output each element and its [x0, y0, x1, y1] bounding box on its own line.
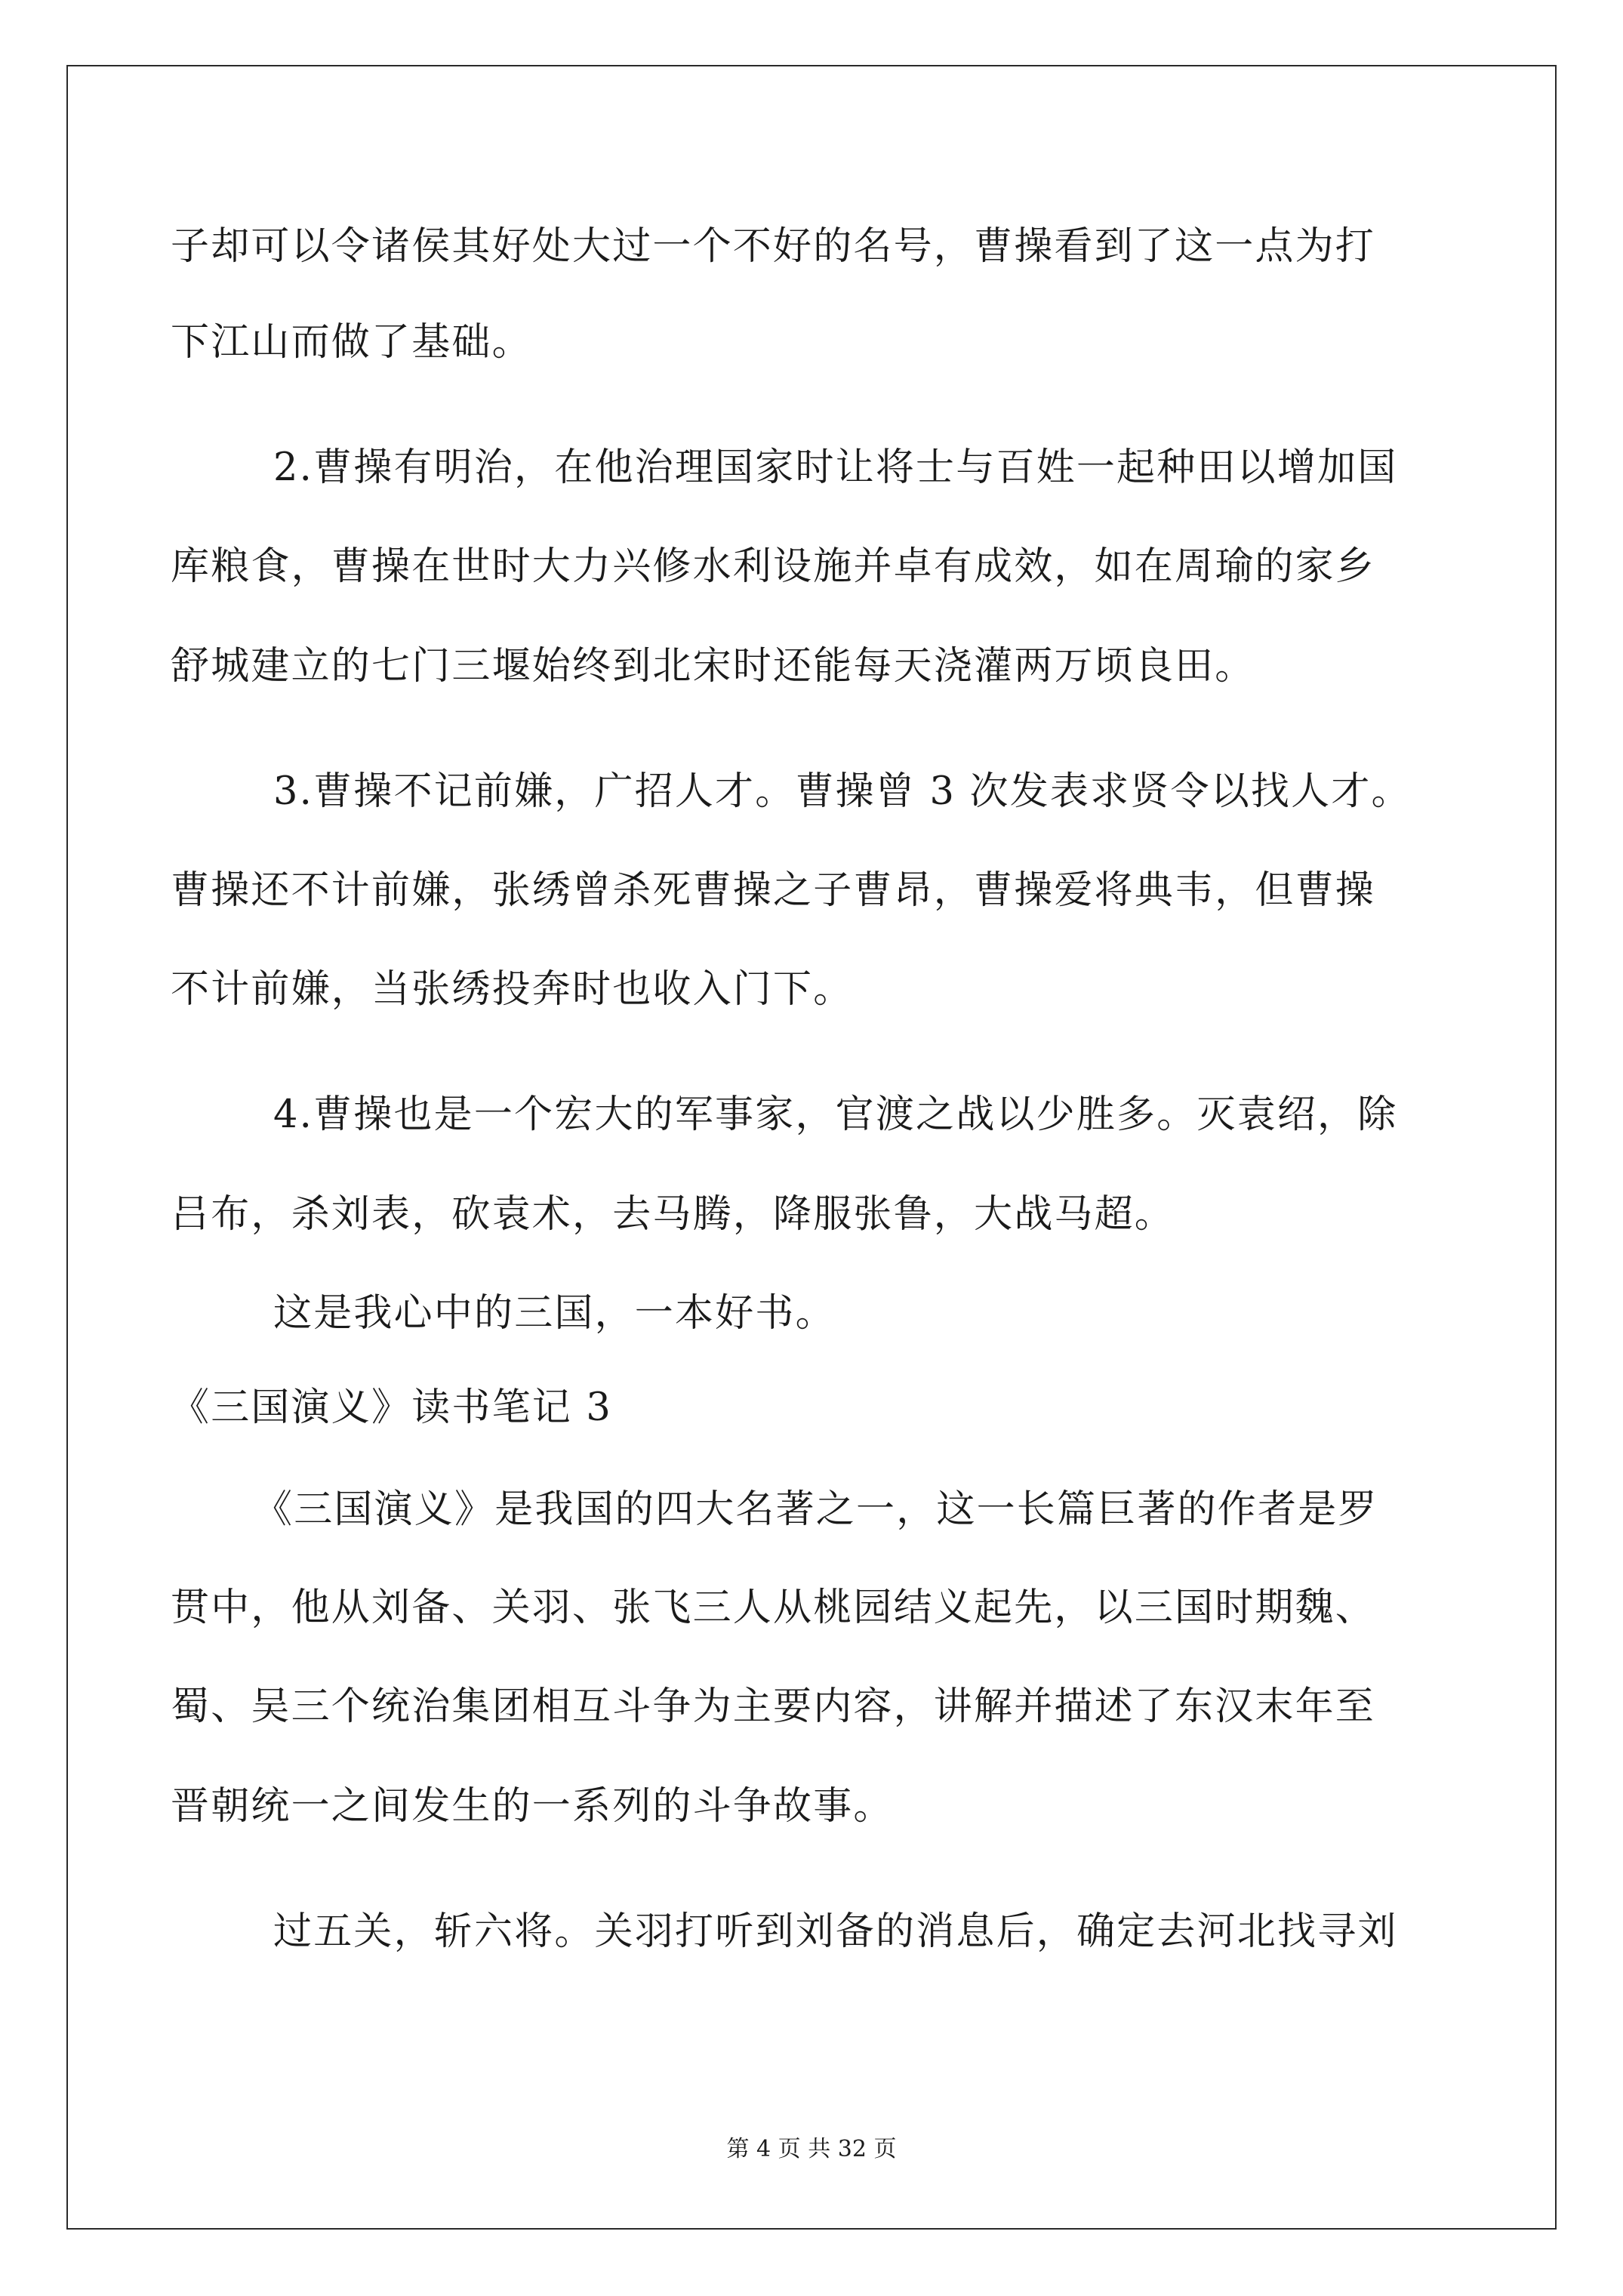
page-border	[66, 65, 1557, 2230]
paragraph-2-line-2: 库粮食，曹操在世时大力兴修水利设施并卓有成效，如在周瑜的家乡	[171, 544, 1376, 589]
paragraph-2-line-3: 舒城建立的七门三堰始终到北宋时还能每天浇灌两万顷良田。	[171, 644, 1255, 689]
paragraph-6-line-2: 贯中，他从刘备、关羽、张飞三人从桃园结义起先，以三国时期魏、	[171, 1586, 1376, 1630]
paragraph-2-line-1: 2.曹操有明治，在他治理国家时让将士与百姓一起种田以增加国	[273, 445, 1398, 490]
paragraph-5-line-1: 这是我心中的三国，一本好书。	[273, 1291, 836, 1336]
paragraph-6-line-1: 《三国演义》是我国的四大名著之一，这一长篇巨著的作者是罗	[254, 1487, 1378, 1532]
paragraph-3-line-1: 3.曹操不记前嫌，广招人才。曹操曾 3 次发表求贤令以找人才。	[273, 769, 1412, 814]
paragraph-1-line-1: 子却可以令诸侯其好处大过一个不好的名号，曹操看到了这一点为打	[171, 224, 1376, 269]
paragraph-6-line-4: 晋朝统一之间发生的一系列的斗争故事。	[171, 1784, 894, 1829]
section-heading: 《三国演义》读书笔记 3	[171, 1385, 613, 1430]
paragraph-3-line-2: 曹操还不计前嫌，张绣曾杀死曹操之子曹昂，曹操爱将典韦，但曹操	[171, 868, 1376, 913]
paragraph-6-line-3: 蜀、吴三个统治集团相互斗争为主要内容，讲解并描述了东汉末年至	[171, 1684, 1376, 1729]
page-footer: 第 4 页 共 32 页	[726, 2136, 897, 2162]
paragraph-3-line-3: 不计前嫌，当张绣投奔时也收入门下。	[171, 967, 854, 1012]
paragraph-4-line-1: 4.曹操也是一个宏大的军事家，官渡之战以少胜多。灭袁绍，除	[273, 1093, 1398, 1137]
paragraph-4-line-2: 吕布，杀刘表，砍袁术，去马腾，降服张鲁，大战马超。	[171, 1192, 1175, 1237]
paragraph-7-line-1: 过五关，斩六将。关羽打听到刘备的消息后，确定去河北找寻刘	[273, 1909, 1398, 1954]
paragraph-1-line-2: 下江山而做了基础。	[171, 320, 532, 365]
